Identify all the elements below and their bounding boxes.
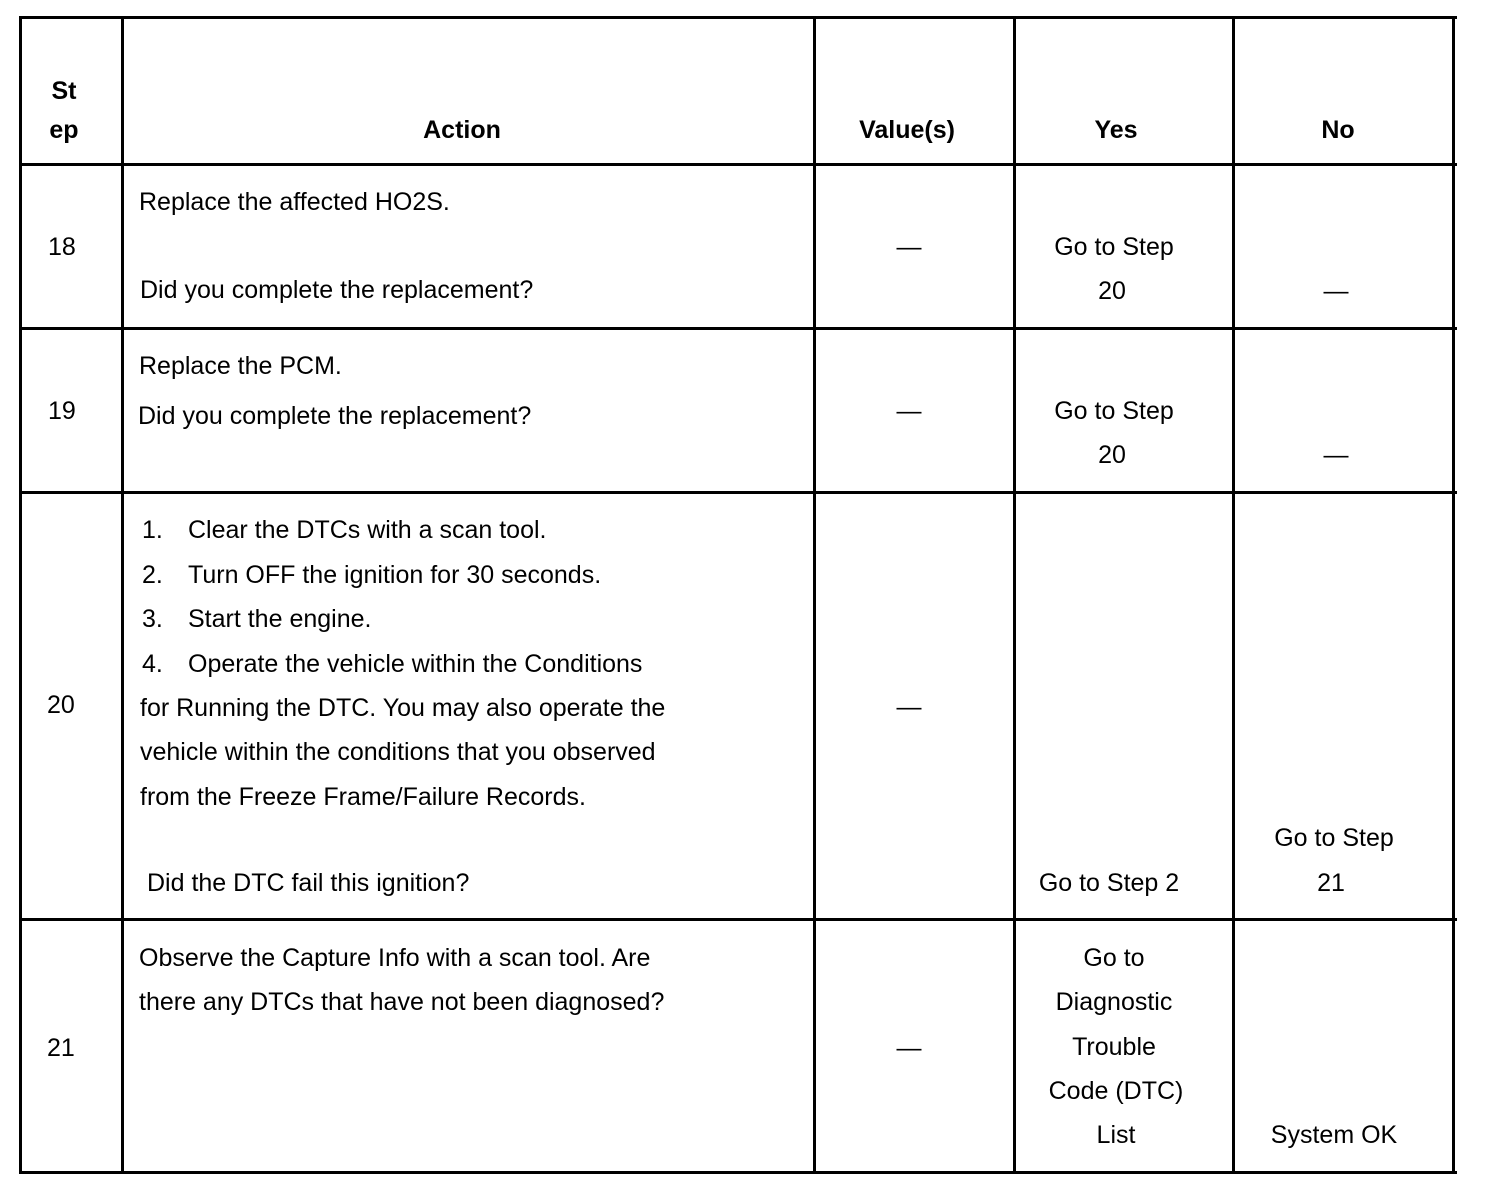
value-dash: — bbox=[896, 693, 922, 721]
yes-outcome-line5: List bbox=[1096, 1121, 1136, 1149]
header-yes: Yes bbox=[1094, 116, 1138, 144]
value-dash: — bbox=[896, 233, 922, 261]
header-no: No bbox=[1321, 116, 1355, 144]
no-outcome: — bbox=[1323, 277, 1349, 305]
action-text: Replace the affected HO2S. bbox=[139, 188, 450, 216]
column-divider bbox=[121, 16, 124, 1174]
table-border-top bbox=[19, 16, 1457, 19]
list-item: Start the engine. bbox=[188, 605, 372, 633]
step-number: 20 bbox=[47, 691, 75, 719]
table-border-left bbox=[19, 16, 22, 1174]
column-divider bbox=[1013, 16, 1016, 1174]
list-number: 4. bbox=[142, 650, 163, 678]
list-continuation: from the Freeze Frame/Failure Records. bbox=[140, 783, 586, 811]
list-number: 3. bbox=[142, 605, 163, 633]
list-continuation: vehicle within the conditions that you observed bbox=[140, 738, 656, 766]
yes-outcome-line1: Go to Step bbox=[1054, 397, 1174, 425]
yes-outcome-line1: Go to Step bbox=[1054, 233, 1174, 261]
action-question: Did the DTC fail this ignition? bbox=[147, 869, 470, 897]
action-text: there any DTCs that have not been diagnosed? bbox=[139, 988, 665, 1016]
no-outcome-line1: Go to Step bbox=[1274, 824, 1394, 852]
list-item: Turn OFF the ignition for 30 seconds. bbox=[188, 561, 602, 589]
list-item: Clear the DTCs with a scan tool. bbox=[188, 516, 547, 544]
header-values: Value(s) bbox=[859, 116, 955, 144]
list-number: 2. bbox=[142, 561, 163, 589]
yes-outcome: Go to Step 2 bbox=[1038, 869, 1180, 897]
no-outcome: — bbox=[1323, 441, 1349, 469]
action-text: Observe the Capture Info with a scan tool. Are bbox=[139, 944, 651, 972]
list-item: Operate the vehicle within the Conditions bbox=[188, 650, 643, 678]
value-dash: — bbox=[896, 397, 922, 425]
row-divider bbox=[19, 327, 1457, 330]
column-divider bbox=[813, 16, 816, 1174]
no-outcome: System OK bbox=[1270, 1121, 1398, 1149]
header-step-line1: St bbox=[51, 77, 77, 105]
row-divider bbox=[19, 918, 1457, 921]
yes-outcome-line3: Trouble bbox=[1072, 1033, 1156, 1061]
action-question: Did you complete the replacement? bbox=[138, 402, 532, 430]
step-number: 21 bbox=[47, 1034, 75, 1062]
yes-outcome-line2: 20 bbox=[1098, 441, 1126, 469]
row-divider bbox=[19, 163, 1457, 166]
table-border-bottom bbox=[19, 1171, 1457, 1174]
column-divider bbox=[1232, 16, 1235, 1174]
table-border-right bbox=[1452, 16, 1455, 1174]
value-dash: — bbox=[896, 1034, 922, 1062]
yes-outcome-line2: Diagnostic bbox=[1055, 988, 1173, 1016]
yes-outcome-line4: Code (DTC) bbox=[1048, 1077, 1184, 1105]
yes-outcome-line1: Go to bbox=[1083, 944, 1145, 972]
step-number: 19 bbox=[48, 397, 76, 425]
no-outcome-line2: 21 bbox=[1317, 869, 1345, 897]
list-continuation: for Running the DTC. You may also operate the bbox=[140, 694, 666, 722]
yes-outcome-line2: 20 bbox=[1098, 277, 1126, 305]
list-number: 1. bbox=[142, 516, 163, 544]
header-step-line2: ep bbox=[49, 116, 79, 144]
action-text: Replace the PCM. bbox=[139, 352, 342, 380]
row-divider bbox=[19, 491, 1457, 494]
step-number: 18 bbox=[48, 233, 76, 261]
header-action: Action bbox=[423, 116, 501, 144]
action-question: Did you complete the replacement? bbox=[140, 276, 534, 304]
